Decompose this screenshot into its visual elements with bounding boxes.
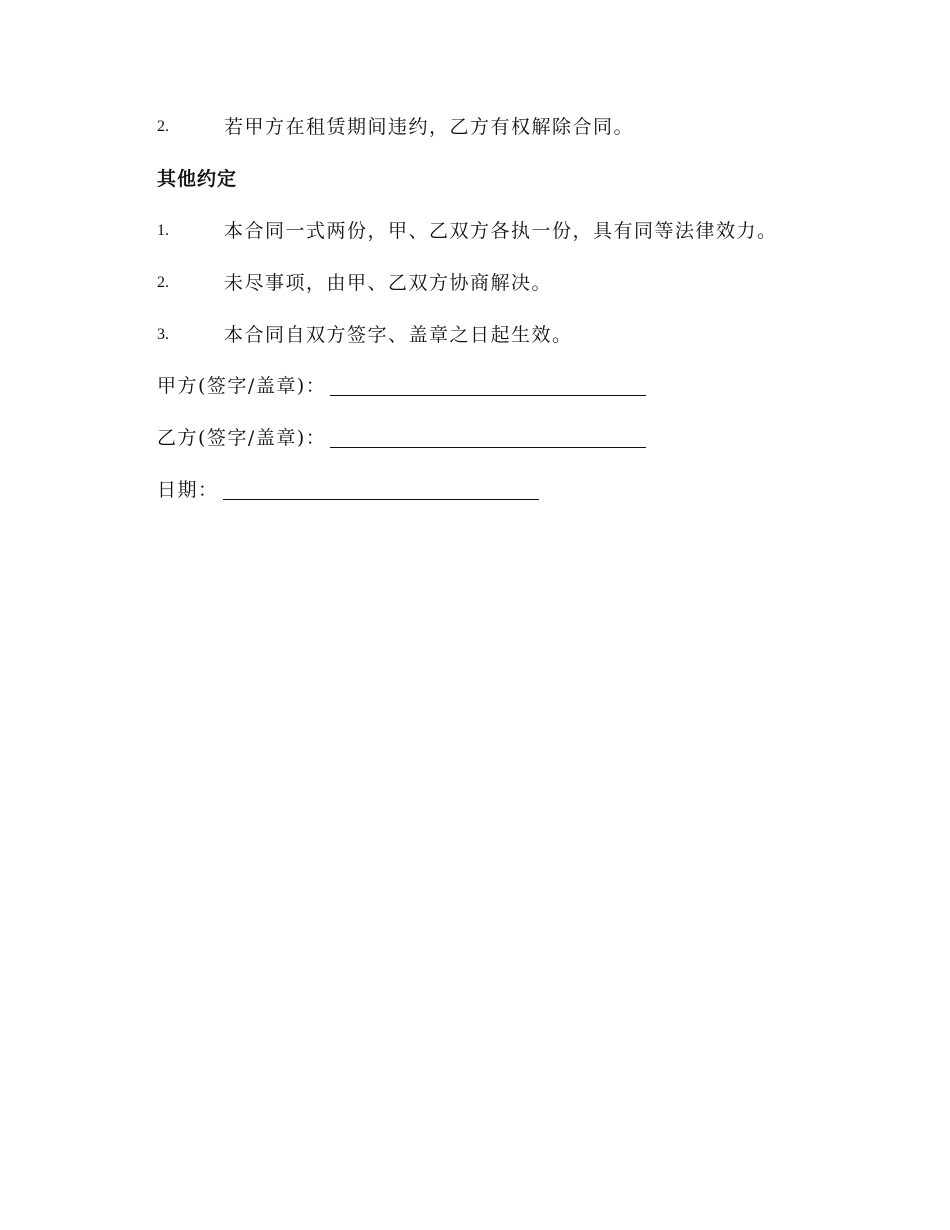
signature-label-party-b: 乙方(签字/盖章)： bbox=[157, 427, 327, 449]
signature-line-date bbox=[157, 475, 539, 505]
list-item-text: 本合同一式两份，甲、乙双方各执一份，具有同等法律效力。 bbox=[224, 220, 778, 242]
date-label: 日期： bbox=[157, 479, 219, 501]
signature-label-party-a: 甲方(签字/盖章)： bbox=[157, 375, 327, 397]
signature-blank-party-b bbox=[330, 429, 646, 448]
list-item-number: 2. bbox=[157, 118, 169, 135]
list-item-text: 未尽事项，由甲、乙双方协商解决。 bbox=[224, 272, 553, 294]
list-item-number: 1. bbox=[157, 222, 169, 239]
section-heading-other-terms: 其他约定 bbox=[157, 168, 238, 190]
signature-line-party-b bbox=[157, 423, 646, 453]
list-item-text: 本合同自双方签字、盖章之日起生效。 bbox=[224, 324, 573, 346]
list-item-number: 3. bbox=[157, 326, 169, 343]
signature-blank-party-a bbox=[330, 377, 646, 396]
date-blank bbox=[223, 481, 539, 500]
list-item-number: 2. bbox=[157, 274, 169, 291]
signature-line-party-a bbox=[157, 371, 646, 401]
list-item-text: 若甲方在租赁期间违约，乙方有权解除合同。 bbox=[224, 116, 635, 138]
